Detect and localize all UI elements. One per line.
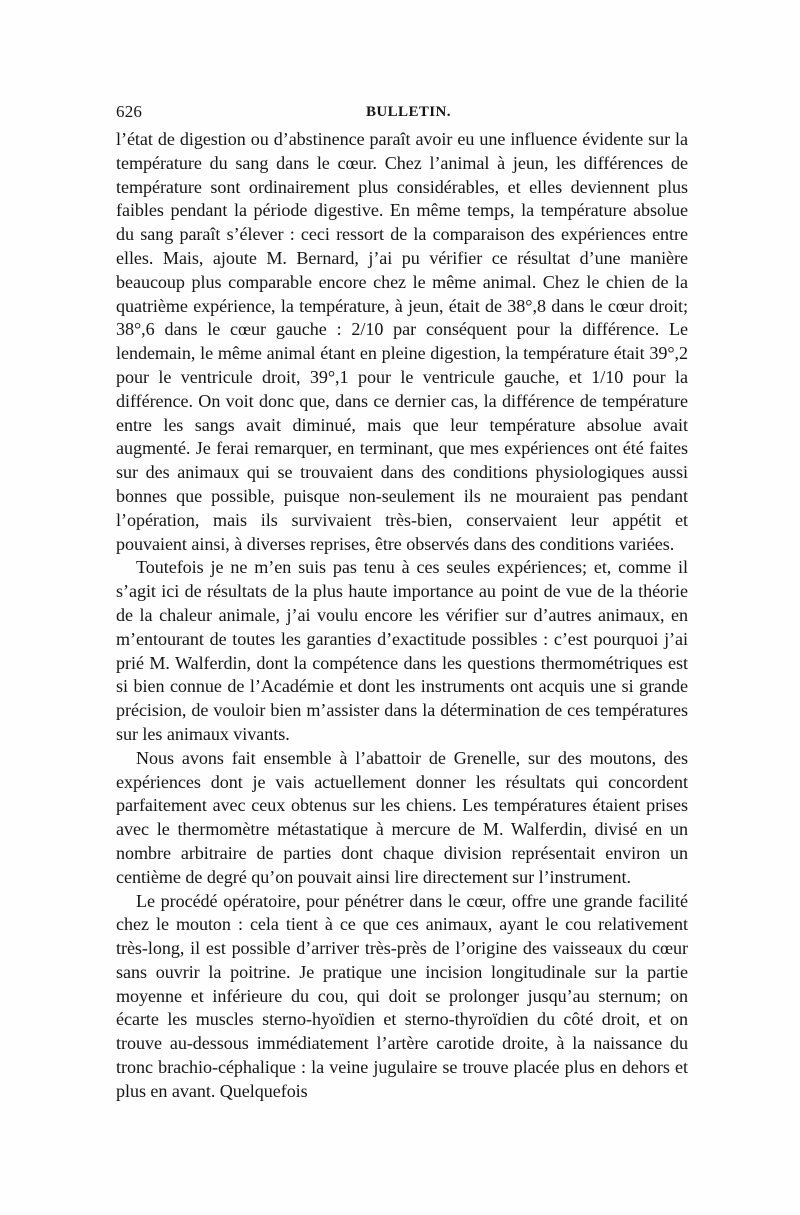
paragraph-verification-walferdin: Toutefois je ne m’en suis pas tenu à ces seules expériences; et, comme il s’agit ici de résultats de la plus haute importance au point de vue de la théorie de la chaleur animale, j’ai voulu encore les vérifier sur d’autres animaux, en m’entourant de toutes les garanties d’exactitude possibles : c’est pourquoi j’ai prié M. Walferdin, dont la compétence dans les questions thermométriques est si bien connue de l’Académie et dont les instruments ont acquis une si grande précision, de vouloir bien m’assister dans la détermination de ces températures sur les animaux vivants. [116,557,688,744]
paragraph-operative-procedure: Le procédé opératoire, pour pénétrer dans le cœur, offre une grande facilité chez le mouton : cela tient à ce que ces animaux, ayant le cou relativement très-long, il est possible d’arriver très-près de l’origine des vaisseaux du cœur sans ouvrir la poitrine. Je pratique une incision longitudinale sur la partie moyenne et inférieure du cou, qui doit se prolonger jusqu’au sternum; on écarte les muscles sterno-hyoïdien et sterno-thyroïdien du côté droit, et on trouve au-dessous immédiatement l’artère carotide droite, à la naissance du tronc brachio-céphalique : la veine jugulaire se trouve placée plus en dehors et plus en avant. Quelquefois [116,890,688,1101]
page-number: 626 [116,102,143,121]
running-title: BULLETIN. [366,104,451,120]
body-text [116,128,688,1104]
paragraph-digestion-temperature: l’état de digestion ou d’abstinence paraît avoir eu une influence évidente sur la température du sang dans le cœur. Chez l’animal à jeun, les différences de température sont ordinairement plus considérables, et elles deviennent plus faibles pendant la période digestive. En même temps, la température absolue du sang paraît s’élever : ceci ressort de la comparaison des expériences entre elles. Mais, ajoute M. Bernard, j’ai pu vérifier ce résultat d’une manière beaucoup plus comparable encore chez le même animal. Chez le chien de la quatrième expérience, la température, à jeun, était de 38°,8 dans le cœur droit; 38°,6 dans le cœur gauche : 2/10 par conséquent pour la différence. Le lendemain, le même animal étant en pleine digestion, la température était 39°,2 pour le ventricule droit, 39°,1 pour le ventricule gauche, et 1/10 pour la différence. On voit donc que, dans ce dernier cas, la différence de température entre les sangs avait diminué, mais que leur température absolue avait augmenté. Je ferai remarquer, en terminant, que mes expériences ont été faites sur des animaux qui se trouvaient dans des conditions physiologiques aussi bonnes que possible, puisque non-seulement ils ne mouraient pas pendant l’opération, mais ils survivaient très-bien, conservaient leur appétit et pouvaient ainsi, à diverses reprises, être observés dans des conditions variées. [116,129,688,554]
paragraph-sheep-experiments: Nous avons fait ensemble à l’abattoir de Grenelle, sur des moutons, des expériences dont je vais actuellement donner les résultats qui concordent parfaitement avec ceux obtenus sur les chiens. Les températures étaient prises avec le thermomètre métastatique à mercure de M. Walferdin, divisé en un nombre arbitraire de parties dont chaque division représentait environ un centième de degré qu’on pouvait ainsi lire directement sur l’instrument. [116,747,688,887]
page-header [116,99,688,125]
